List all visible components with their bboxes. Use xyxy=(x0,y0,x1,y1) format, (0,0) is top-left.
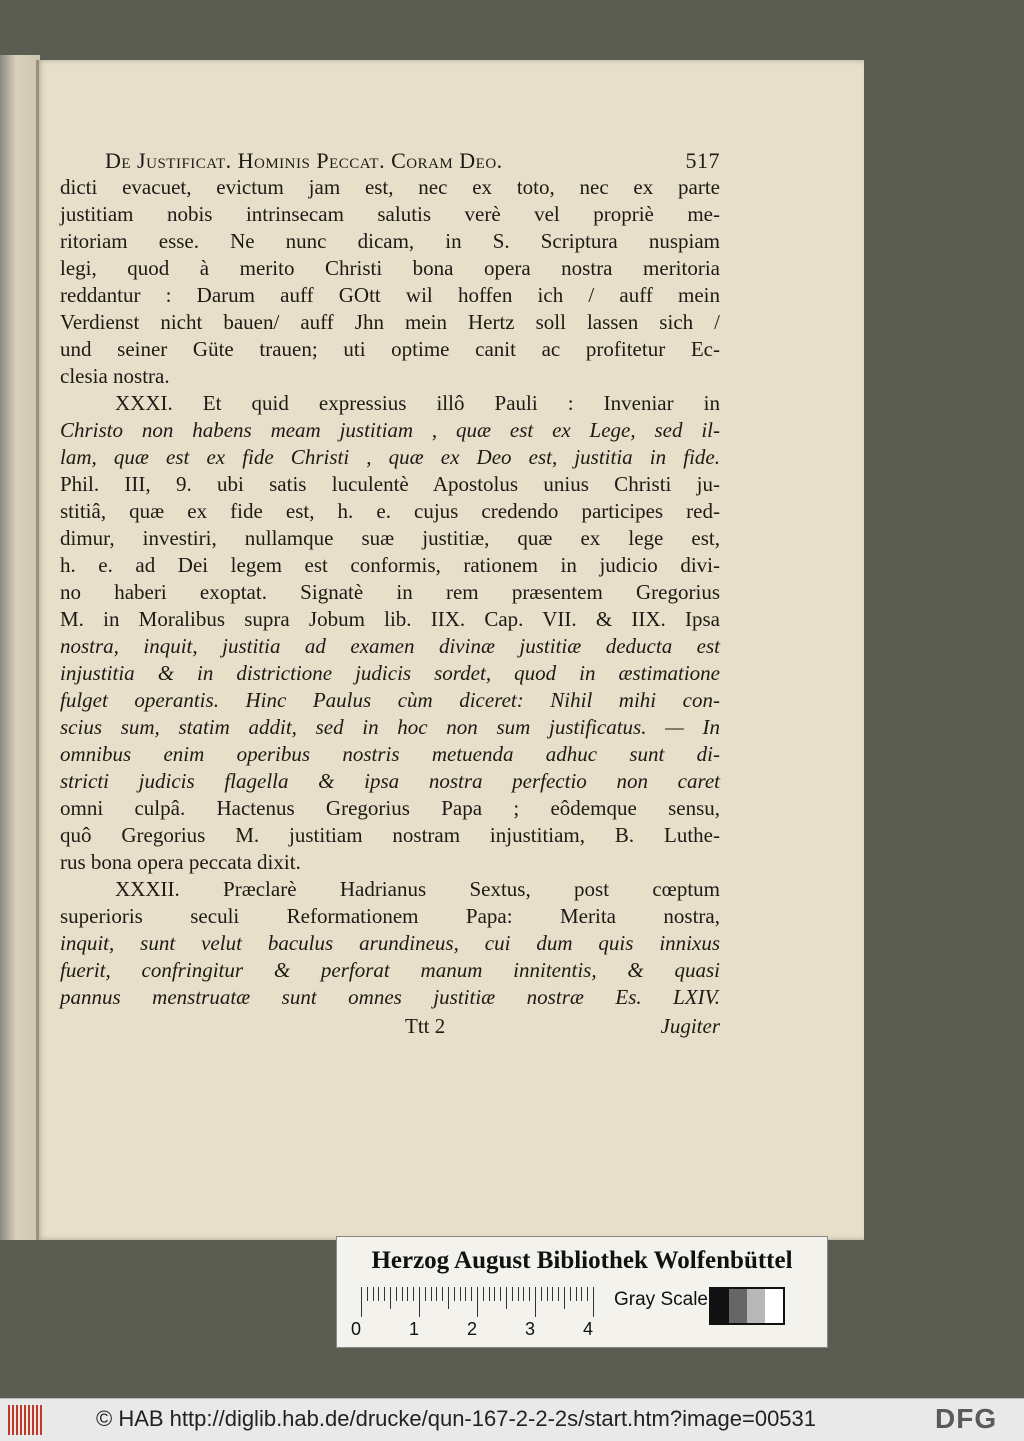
page-text xyxy=(60,140,720,1041)
text-line: Christo non habens meam justitiam , quæ est ex Lege, sed il- xyxy=(60,418,720,442)
ruler-tick xyxy=(407,1287,408,1301)
ruler-tick xyxy=(523,1287,524,1301)
text-line: omnibus enim operibus nostris metuenda adhuc sunt di- xyxy=(60,742,720,766)
ruler-number: 3 xyxy=(525,1319,536,1339)
text-line: no haberi exoptat. Signatè in rem præsentem Gregorius xyxy=(60,580,720,604)
barcode-bar xyxy=(32,1405,34,1435)
running-header xyxy=(60,140,720,174)
ruler-number: 0 xyxy=(351,1319,362,1339)
gray-step xyxy=(711,1289,729,1323)
text-line: Verdienst nicht bauen/ auff Jhn mein Hertz soll lassen sich / xyxy=(60,310,720,334)
ruler-tick xyxy=(442,1287,443,1301)
paragraph-start: XXXII. Præclarè Hadrianus Sextus, post cœptum xyxy=(115,877,720,901)
ruler-tick xyxy=(425,1287,426,1301)
ruler-tick xyxy=(460,1287,461,1301)
ruler-tick xyxy=(541,1287,542,1301)
text-line: quô Gregorius M. justitiam nostram injustitiam, B. Luthe- xyxy=(60,823,720,847)
scale-ruler xyxy=(361,1287,601,1319)
ruler-tick xyxy=(477,1287,478,1317)
ruler-tick xyxy=(494,1287,495,1301)
ruler-number: 4 xyxy=(583,1319,594,1339)
ruler-tick xyxy=(506,1287,507,1309)
ruler-tick xyxy=(454,1287,455,1301)
barcode-bar xyxy=(40,1405,42,1435)
text-line: superioris seculi Reformationem Papa: Merita nostra, xyxy=(60,904,720,928)
text-line: fulget operantis. Hinc Paulus cùm diceret: Nihil mihi con- xyxy=(60,688,720,712)
text-line: justitiam nobis intrinsecam salutis verè vel propriè me- xyxy=(60,202,720,226)
ruler-tick xyxy=(581,1287,582,1301)
text-line: reddantur : Darum auff GOtt wil hoffen ich / auff mein xyxy=(60,283,720,307)
source-url[interactable]: © HAB http://diglib.hab.de/drucke/qun-167-2-2-2s/start.htm?image=00531 xyxy=(96,1406,817,1431)
barcode-icon xyxy=(8,1405,46,1435)
ruler-tick xyxy=(587,1287,588,1301)
text-line: clesia nostra. xyxy=(60,364,170,388)
gray-scale-label: Gray Scale xyxy=(614,1289,708,1310)
catchword: Jugiter xyxy=(660,1013,720,1038)
page-footer xyxy=(60,1011,720,1041)
text-line: fuerit, confringitur & perforat manum innitentis, & quasi xyxy=(60,958,720,982)
paragraph-start: XXXI. Et quid expressius illô Pauli : Inveniar in xyxy=(115,391,720,415)
ruler-tick xyxy=(436,1287,437,1301)
text-line: inquit, sunt velut baculus arundineus, cui dum quis innixus xyxy=(60,931,720,955)
ruler-tick xyxy=(489,1287,490,1301)
ruler-tick xyxy=(419,1287,420,1317)
ruler-tick xyxy=(547,1287,548,1301)
text-line: M. in Moralibus supra Jobum lib. IIX. Cap. VII. & IIX. Ipsa xyxy=(60,607,720,631)
text-line: dimur, investiri, nullamque suæ justitiæ, quæ ex lege est, xyxy=(60,526,720,550)
signature-mark: Ttt 2 xyxy=(405,1013,446,1038)
ruler-tick xyxy=(465,1287,466,1301)
barcode-bar xyxy=(28,1405,30,1435)
text-line: ritoriam esse. Ne nunc dicam, in S. Scriptura nuspiam xyxy=(60,229,720,253)
page-gutter xyxy=(36,60,39,1240)
text-line: injustitia & in districtione judicis sordet, quod in æstimatione xyxy=(60,661,720,685)
ruler-tick xyxy=(552,1287,553,1301)
header-title: De Justificat. Hominis Peccat. Coram Deo. xyxy=(105,148,503,173)
ruler-tick xyxy=(402,1287,403,1301)
text-line: stricti judicis flagella & ipsa nostra perfectio non caret xyxy=(60,769,720,793)
ruler-tick xyxy=(390,1287,391,1309)
text-line: pannus menstruatæ sunt omnes justitiæ nostræ Es. LXIV. xyxy=(60,985,720,1009)
ruler-tick xyxy=(570,1287,571,1301)
ruler-tick xyxy=(535,1287,536,1317)
text-line: lam, quæ est ex fide Christi , quæ ex Deo est, justitia in fide. xyxy=(60,445,720,469)
ruler-tick xyxy=(378,1287,379,1301)
text-line: rus bona opera peccata dixit. xyxy=(60,850,301,874)
page-number: 517 xyxy=(685,148,720,173)
text-line: Phil. III, 9. ubi satis luculentè Apostolus unius Christi ju- xyxy=(60,472,720,496)
text-line: legi, quod à merito Christi bona opera nostra meritoria xyxy=(60,256,720,280)
ruler-tick xyxy=(512,1287,513,1301)
ruler-tick xyxy=(558,1287,559,1301)
ruler-tick xyxy=(431,1287,432,1301)
ruler-tick xyxy=(483,1287,484,1301)
ruler-tick xyxy=(448,1287,449,1309)
facing-page-edge xyxy=(0,55,40,1240)
barcode-bar xyxy=(36,1405,38,1435)
text-line: scius sum, statim addit, sed in hoc non sum justificatus. — In xyxy=(60,715,720,739)
ruler-tick xyxy=(529,1287,530,1301)
library-name: Herzog August Bibliothek Wolfenbüttel xyxy=(371,1247,793,1274)
footer-bar xyxy=(0,1398,1024,1441)
ruler-tick xyxy=(361,1287,362,1317)
barcode-bar xyxy=(12,1405,14,1435)
barcode-bar xyxy=(24,1405,26,1435)
library-color-card xyxy=(336,1236,828,1348)
gray-step xyxy=(729,1289,747,1323)
barcode-bar xyxy=(16,1405,18,1435)
ruler-tick xyxy=(396,1287,397,1301)
ruler-tick xyxy=(367,1287,368,1301)
text-line: h. e. ad Dei legem est conformis, rationem in judicio divi- xyxy=(60,553,720,577)
gray-scale-swatch xyxy=(709,1287,785,1325)
text-line: stitiâ, quæ ex fide est, h. e. cujus credendo participes red- xyxy=(60,499,720,523)
ruler-tick xyxy=(373,1287,374,1301)
ruler-tick xyxy=(593,1287,594,1317)
ruler-number: 2 xyxy=(467,1319,478,1339)
text-line: dicti evacuet, evictum jam est, nec ex toto, nec ex parte xyxy=(60,175,720,199)
text-line: nostra, inquit, justitia ad examen divinæ justitiæ deducta est xyxy=(60,634,720,658)
ruler-tick xyxy=(576,1287,577,1301)
ruler-tick xyxy=(564,1287,565,1309)
ruler-tick xyxy=(500,1287,501,1301)
dfg-logo: DFG xyxy=(935,1403,998,1434)
barcode-bar xyxy=(20,1405,22,1435)
ruler-tick xyxy=(518,1287,519,1301)
ruler-tick xyxy=(413,1287,414,1301)
barcode-bar xyxy=(8,1405,10,1435)
text-line: und seiner Güte trauen; uti optime canit ac profitetur Ec- xyxy=(60,337,720,361)
ruler-tick xyxy=(384,1287,385,1301)
gray-step xyxy=(747,1289,765,1323)
text-line: omni culpâ. Hactenus Gregorius Papa ; eôdemque sensu, xyxy=(60,796,720,820)
ruler-tick xyxy=(471,1287,472,1301)
ruler-number: 1 xyxy=(409,1319,420,1339)
gray-step xyxy=(765,1289,783,1323)
